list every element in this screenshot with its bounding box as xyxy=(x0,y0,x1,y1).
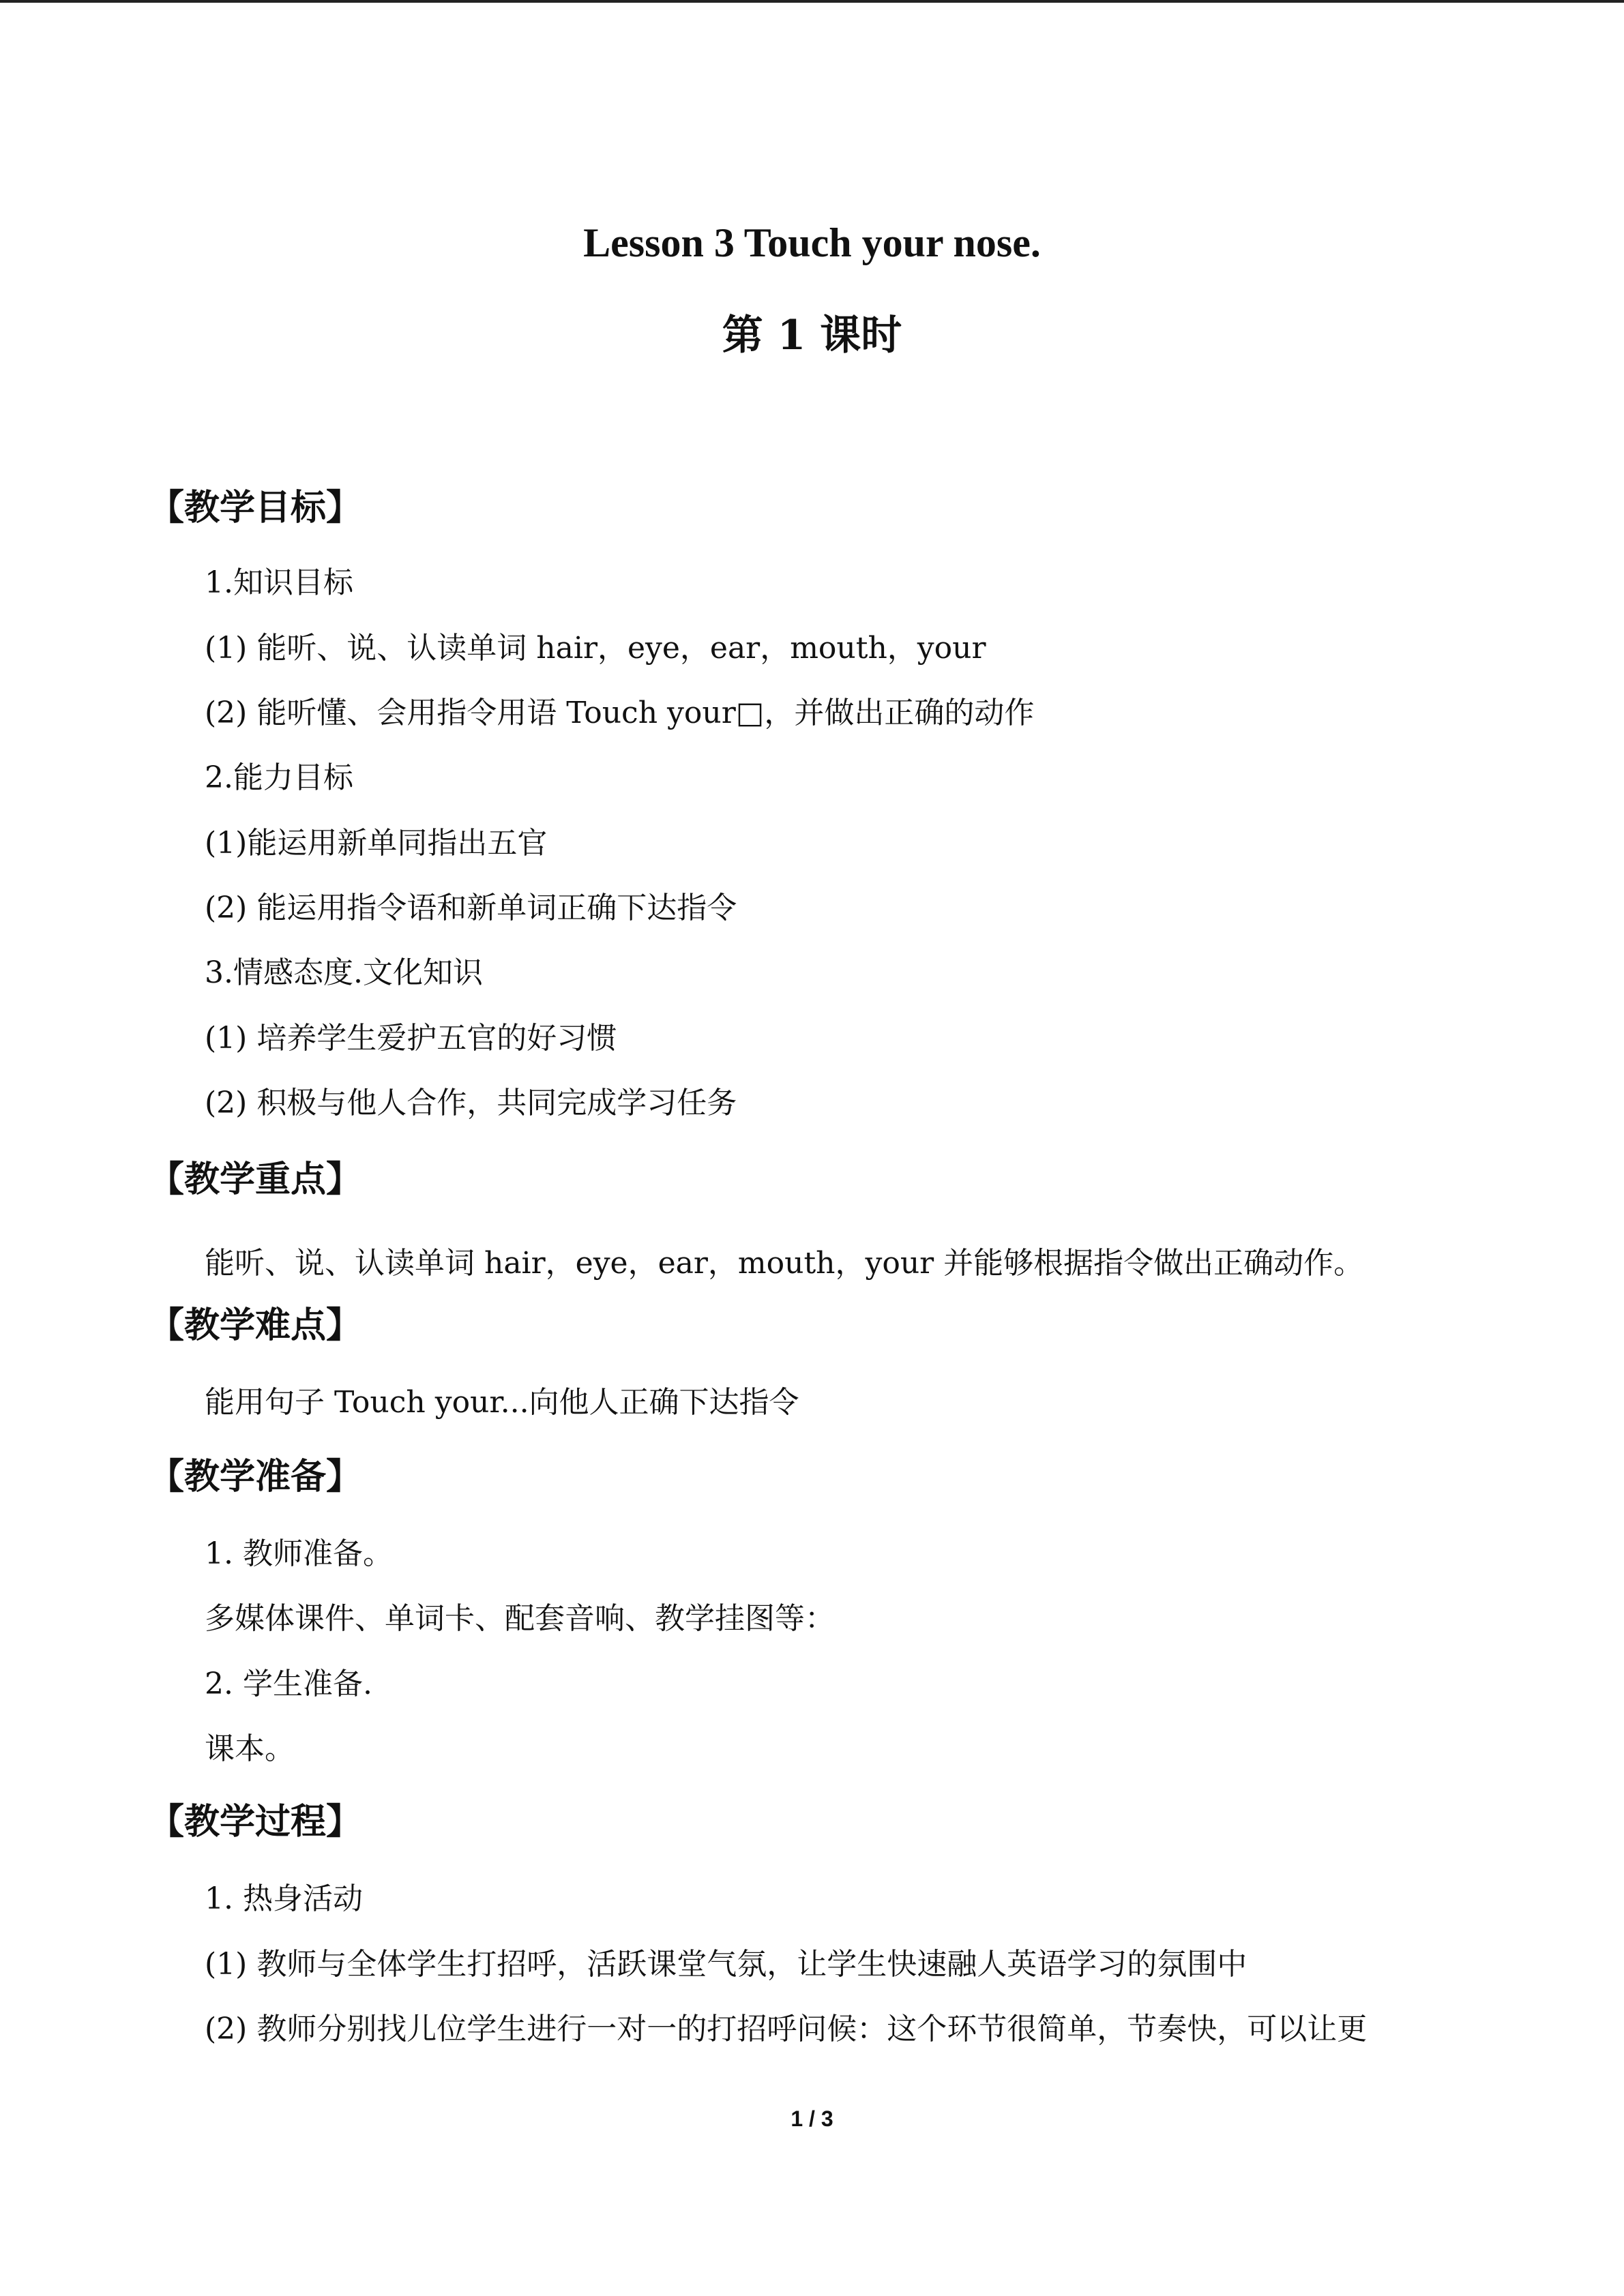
section-heading-key-points: 【教学重点】 xyxy=(149,1159,362,1200)
objectives-line: (2) 积极与他人合作，共同完成学习任务 xyxy=(205,1086,737,1120)
preparation-line: 2. 学生准备. xyxy=(205,1667,372,1701)
section-heading-difficulties: 【教学难点】 xyxy=(149,1305,362,1346)
section-heading-preparation: 【教学准备】 xyxy=(149,1457,362,1497)
process-line: (1) 教师与全体学生打招呼，活跃课堂气氛，让学生快速融人英语学习的氛围中 xyxy=(205,1947,1247,1982)
section-heading-process: 【教学过程】 xyxy=(149,1802,362,1843)
objectives-line: (1) 培养学生爱护五官的好习惯 xyxy=(205,1021,617,1056)
objectives-line: 1.知识目标 xyxy=(205,565,353,600)
key-points-line: 能听、说、认读单词 hair，eye，ear，mouth，your 并能够根据指令做出正确动作。 xyxy=(205,1246,1364,1281)
difficulties-line: 能用句子 Touch your...向他人正确下达指令 xyxy=(205,1385,799,1420)
lesson-subtitle: 第 1 课时 xyxy=(722,312,902,359)
objectives-line: (2) 能运用指令语和新单词正确下达指令 xyxy=(205,891,737,925)
lesson-title: Lesson 3 Touch your nose. xyxy=(583,220,1041,265)
objectives-line: (2) 能听懂、会用指令用语 Touch your□，并做出正确的动作 xyxy=(205,696,1035,730)
process-line: (2) 教师分别找儿位学生进行一对一的打招呼问候：这个环节很简单，节奏快，可以让更 xyxy=(205,2012,1368,2046)
objectives-line: 2.能力目标 xyxy=(205,760,353,795)
objectives-line: 3.情感态度.文化知识 xyxy=(205,955,483,990)
section-heading-objectives: 【教学目标】 xyxy=(149,488,362,528)
preparation-line: 多媒体课件、单词卡、配套音响、教学挂图等： xyxy=(205,1601,835,1636)
process-line: 1. 热身活动 xyxy=(205,1881,363,1916)
preparation-line: 课本。 xyxy=(205,1731,295,1766)
objectives-line: (1)能运用新单同指出五官 xyxy=(205,826,548,861)
objectives-line: (1) 能听、说、认读单词 hair，eye，ear，mouth，your xyxy=(205,631,986,666)
page-number: 1 / 3 xyxy=(791,2106,833,2131)
preparation-line: 1. 教师准备。 xyxy=(205,1536,393,1571)
